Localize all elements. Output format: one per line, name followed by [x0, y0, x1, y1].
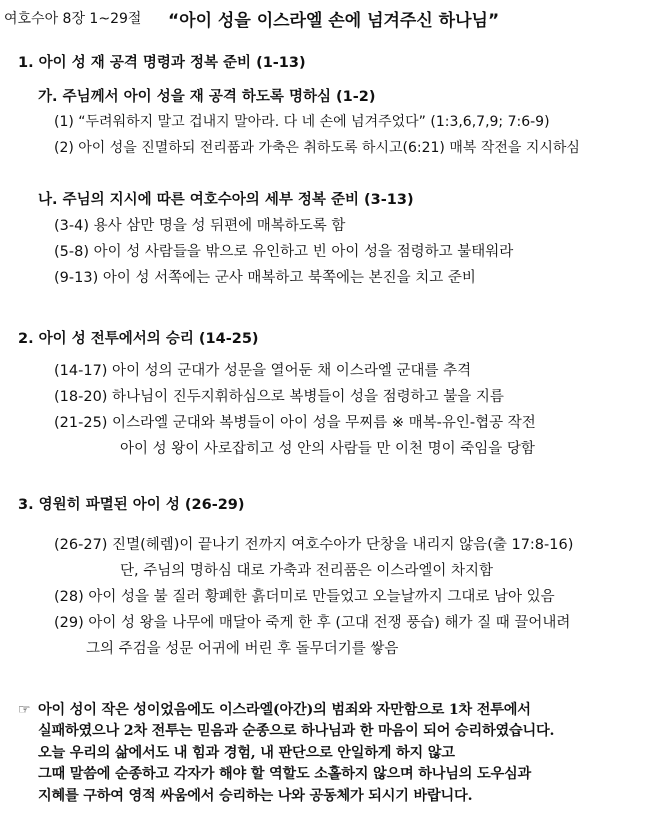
- section-3-item-2: (28) 아이 성을 불 질러 황폐한 흙더미로 만들었고 오늘날까지 그대로 남아 있음: [54, 589, 555, 605]
- section-2-heading: 2. 아이 성 전투에서의 승리 (14-25): [18, 331, 259, 347]
- section-1-sub-b-item-2: (5-8) 아이 성 사람들을 밖으로 유인하고 빈 아이 성을 점령하고 불태워라: [54, 244, 514, 260]
- section-3-item-3-continued: 그의 주검을 성문 어귀에 버린 후 돌무더기를 쌓음: [86, 641, 399, 657]
- pointing-hand-icon: ☞: [18, 702, 31, 718]
- section-1-sub-b-heading: 나. 주님의 지시에 따른 여호수아의 세부 정복 준비 (3-13): [38, 192, 414, 208]
- section-1-sub-a-item-1: (1) “두려워하지 말고 겁내지 말아라. 다 네 손에 넘겨주었다” (1:3,6,7,9; 7:6-9): [54, 114, 550, 130]
- section-1-sub-b-item-1: (3-4) 용사 삼만 명을 성 뒤편에 매복하도록 함: [54, 218, 346, 234]
- application-note: [18, 700, 650, 807]
- application-line-2: 실패하였으나 2차 전투는 믿음과 순종으로 하나님과 한 마음이 되어 승리하였습니다.: [38, 723, 555, 740]
- section-3-item-1: (26-27) 진멸(헤렘)이 끝나기 전까지 여호수아가 단창을 내리지 않음(출 17:8-16): [54, 537, 574, 553]
- section-2-item-1: (14-17) 아이 성의 군대가 성문을 열어둔 채 이스라엘 군대를 추격: [54, 363, 472, 379]
- sermon-title: “아이 성을 이스라엘 손에 넘겨주신 하나님”: [168, 11, 500, 31]
- section-3-item-3: (29) 아이 성 왕을 나무에 매달아 죽게 한 후 (고대 전쟁 풍습) 해가 질 때 끌어내려: [54, 615, 571, 631]
- application-line-4: 그때 말씀에 순종하고 각자가 해야 할 역할도 소홀하지 않으며 하나님의 도우심과: [38, 766, 532, 783]
- scripture-reference: 여호수아 8장 1~29절: [4, 11, 142, 27]
- application-line-1: [18, 700, 650, 721]
- application-line-3: 오늘 우리의 삶에서도 내 힘과 경험, 내 판단으로 안일하게 하지 않고: [38, 744, 455, 761]
- section-1-heading: 1. 아이 성 재 공격 명령과 정복 준비 (1-13): [18, 55, 306, 71]
- section-1-sub-a-item-2: (2) 아이 성을 진멸하되 전리품과 가축은 취하도록 하시고(6:21) 매복 작전을 지시하심: [54, 140, 580, 156]
- section-1-sub-b-item-3: (9-13) 아이 성 서쪽에는 군사 매복하고 북쪽에는 본진을 치고 준비: [54, 270, 476, 286]
- section-2-item-3-continued: 아이 성 왕이 사로잡히고 성 안의 사람들 만 이천 명이 죽임을 당함: [120, 441, 535, 457]
- section-1-sub-a-heading: 가. 주님께서 아이 성을 재 공격 하도록 명하심 (1-2): [38, 89, 376, 105]
- application-line-5: 지혜를 구하여 영적 싸움에서 승리하는 나와 공동체가 되시기 바랍니다.: [38, 787, 473, 804]
- section-3-heading: 3. 영원히 파멸된 아이 성 (26-29): [18, 497, 245, 513]
- application-line-1-text: 아이 성이 작은 성이었음에도 이스라엘(아간)의 범죄와 자만함으로 1차 전투에서: [38, 702, 531, 718]
- section-3-item-1-continued: 단, 주님의 명하심 대로 가축과 전리품은 이스라엘이 차지함: [120, 563, 494, 579]
- section-2-item-2: (18-20) 하나님이 진두지휘하심으로 복병들이 성을 점령하고 불을 지름: [54, 389, 504, 405]
- section-2-item-3: (21-25) 이스라엘 군대와 복병들이 아이 성을 무찌름 ※ 매복-유인-협공 작전: [54, 415, 536, 431]
